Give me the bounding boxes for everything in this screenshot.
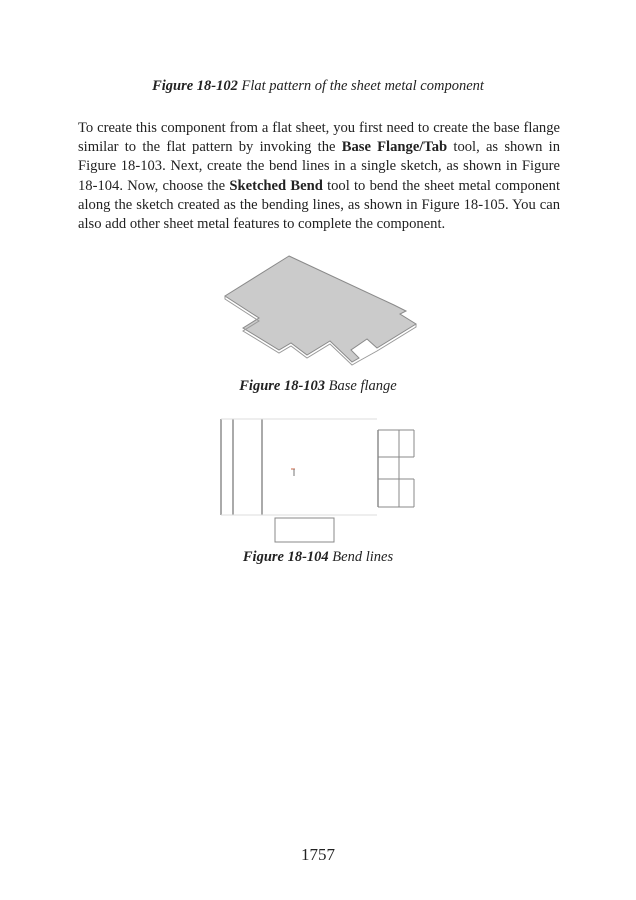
page-number: 1757 <box>301 845 335 864</box>
bottom-tab-outline <box>275 518 334 542</box>
sketched-bend-term: Sketched Bend <box>229 177 323 194</box>
figure-18-103-text: Base flange <box>325 378 397 394</box>
figure-18-104-caption <box>0 549 636 566</box>
paragraph-part-1: To create this component from a flat sheet, you first need to create the base flange similar to the flat pattern by invoking the <box>78 120 560 156</box>
body-paragraph <box>78 119 560 234</box>
base-flange-tab-term: Base Flange/Tab <box>341 139 448 156</box>
figure-18-103-label: Figure 18-103 <box>239 378 326 394</box>
base-flange-plate <box>225 256 416 362</box>
figure-18-104-label: Figure 18-104 <box>242 549 329 565</box>
paragraph-part-2: tool, as shown in Figure 18-103. Next, create the bend lines in a single sketch, as shown in Figure 18-104. Now, choose the <box>78 139 561 194</box>
base-flange-figure <box>215 252 425 374</box>
figure-18-102-label: Figure 18-102 <box>152 78 238 94</box>
paragraph-part-3: tool to bend the sheet metal component along the sketch created as the bending lines, as shown in Figure 18-105. You can also add other sheet metal features to complete the component. <box>78 177 560 233</box>
bend-lines-figure <box>215 415 420 545</box>
figure-18-102-caption <box>0 78 636 95</box>
figure-18-104-text: Bend lines <box>328 549 394 565</box>
figure-18-102-text: Flat pattern of the sheet metal component <box>237 78 484 94</box>
figure-18-103-caption <box>0 378 636 395</box>
